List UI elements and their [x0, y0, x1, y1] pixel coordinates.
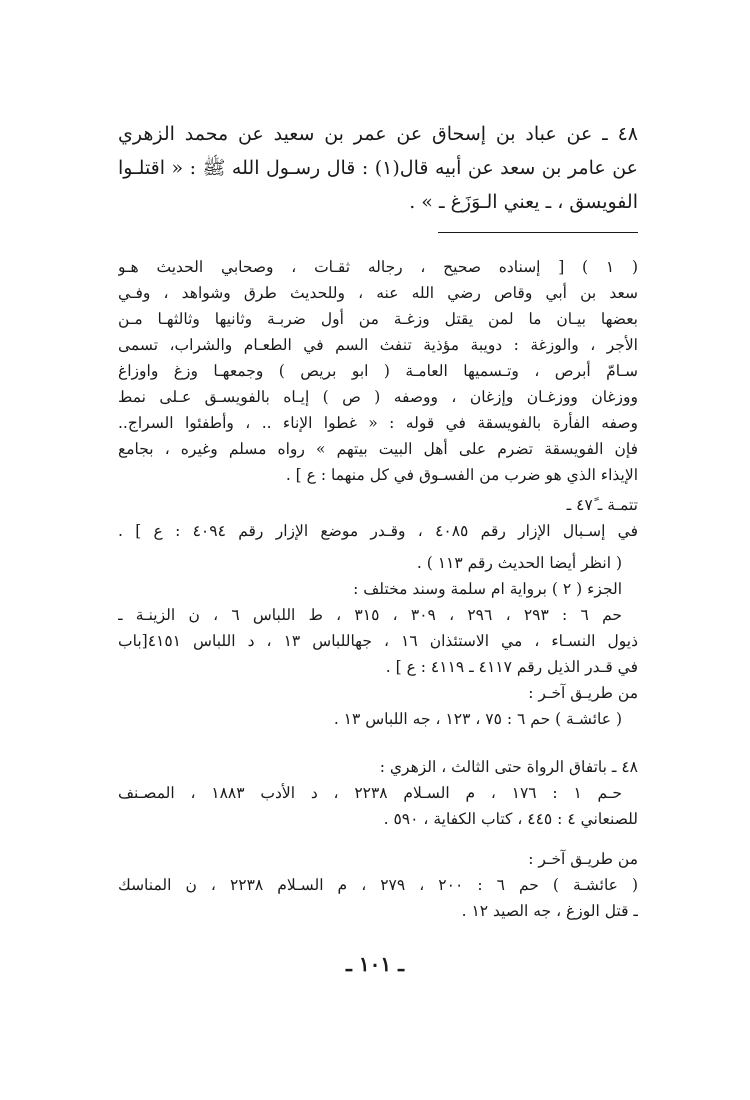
takhrij-line: ـ قتل الوزغ ، جه الصيد ١٢ .: [461, 902, 638, 920]
takhrij-line: للصنعاني ٤ : ٤٤٥ ، كتاب الكفاية ، ٥٩٠ .: [383, 810, 638, 828]
footnote-separator: [438, 232, 638, 233]
supplement-heading: تتمـة ـ ٤٧ً ـ: [566, 496, 638, 514]
footnote-line: ووزغان ووزغـان وإزغان ، ووصفه ( ص ) إيـاه بالفويسـق عـلى نمط: [118, 388, 638, 406]
footnote-line: وصفه الفأرة بالفويسقة في قوله : « غطوا الإناء .. ، وأطفئوا السراج..: [118, 414, 638, 432]
supplement-line: الجزء ( ٢ ) برواية ام سلمة وسند مختلف :: [353, 580, 622, 598]
supplement-line: في إسـبال الإزار رقم ٤٠٨٥ ، وقـدر موضع الإزار رقم ٤٠٩٤ : ع ] .: [118, 522, 638, 540]
supplement-line: ( انظر أيضا الحديث رقم ١١٣ ) .: [416, 554, 622, 572]
footnote-line: الأجر ، والوزغة : دويبة مؤذية تنفث السم في الطعـام والشراب، تسمى: [118, 336, 638, 354]
footnote-line: الإيذاء الذي هو ضرب من الفسـوق في كل منهما : ع ] .: [285, 466, 638, 484]
page-number: ـ ١٠١ ـ: [346, 952, 404, 976]
takhrij-line: حـم ١ : ١٧٦ ، م السـلام ٢٢٣٨ ، د الأدب ١٨٨٣ ، المصـنف: [118, 784, 622, 802]
footnote-line: فإن الفويسقة تضرم على أهل البيت بيتهم » رواه مسلم وغيره ، بجامع: [118, 440, 638, 458]
supplement-line: في قـدر الذيل رقم ٤١١٧ ـ ٤١١٩ : ع ] .: [385, 658, 638, 676]
supplement-line: ذيول النسـاء ، مي الاستئذان ١٦ ، جهاللباس ١٣ ، د اللباس ٤١٥١[باب: [118, 632, 638, 650]
hadith-line: عن عامر بن سعد عن أبيه قال(١) : قال رسـول الله ﷺ : « اقتلـوا: [118, 157, 638, 179]
supplement-line: ( عائشـة ) حم ٦ : ٧٥ ، ١٢٣ ، جه اللباس ١٣ .: [333, 710, 622, 728]
footnote-line: بعضها بيـان ما لمن يقتل وزغـة من أول ضربـة وثانيها وثالثهـا مـن: [118, 310, 638, 328]
takhrij-line: من طريـق آخـر :: [528, 850, 638, 868]
takhrij-line: ( عائشـة ) حم ٦ : ٢٠٠ ، ٢٧٩ ، م السـلام ٢٢٣٨ ، ن المناسك: [118, 876, 638, 894]
supplement-line: من طريـق آخـر :: [528, 684, 638, 702]
footnote-line: سـامّ أبرص ، وتـسميها العامـة ( ابو بريص ) وجمعهـا وزغ واوزاغ: [118, 362, 638, 380]
takhrij-heading: ٤٨ً ـ باتفاق الرواة حتى الثالث ، الزهري :: [379, 758, 638, 776]
footnote-line: سعد بن أبي وقاص رضي الله عنه ، وللحديث طرق وشواهد ، وفـي: [118, 284, 638, 302]
hadith-line: ٤٨ً ـ عن عباد بن إسحاق عن عمر بن سعيد عن محمد الزهري: [118, 123, 638, 145]
footnote-line: ( ١ ) [ إسناده صحيح ، رجاله ثقـات ، وصحابي الحديث هـو: [118, 258, 638, 276]
hadith-line: الفويسق ، ـ يعني الـوَزَغ ـ » .: [409, 191, 638, 213]
supplement-line: حم ٦ : ٢٩٣ ، ٢٩٦ ، ٣٠٩ ، ٣١٥ ، ط اللباس ٦ ، ن الزينـة ـ: [118, 606, 622, 624]
